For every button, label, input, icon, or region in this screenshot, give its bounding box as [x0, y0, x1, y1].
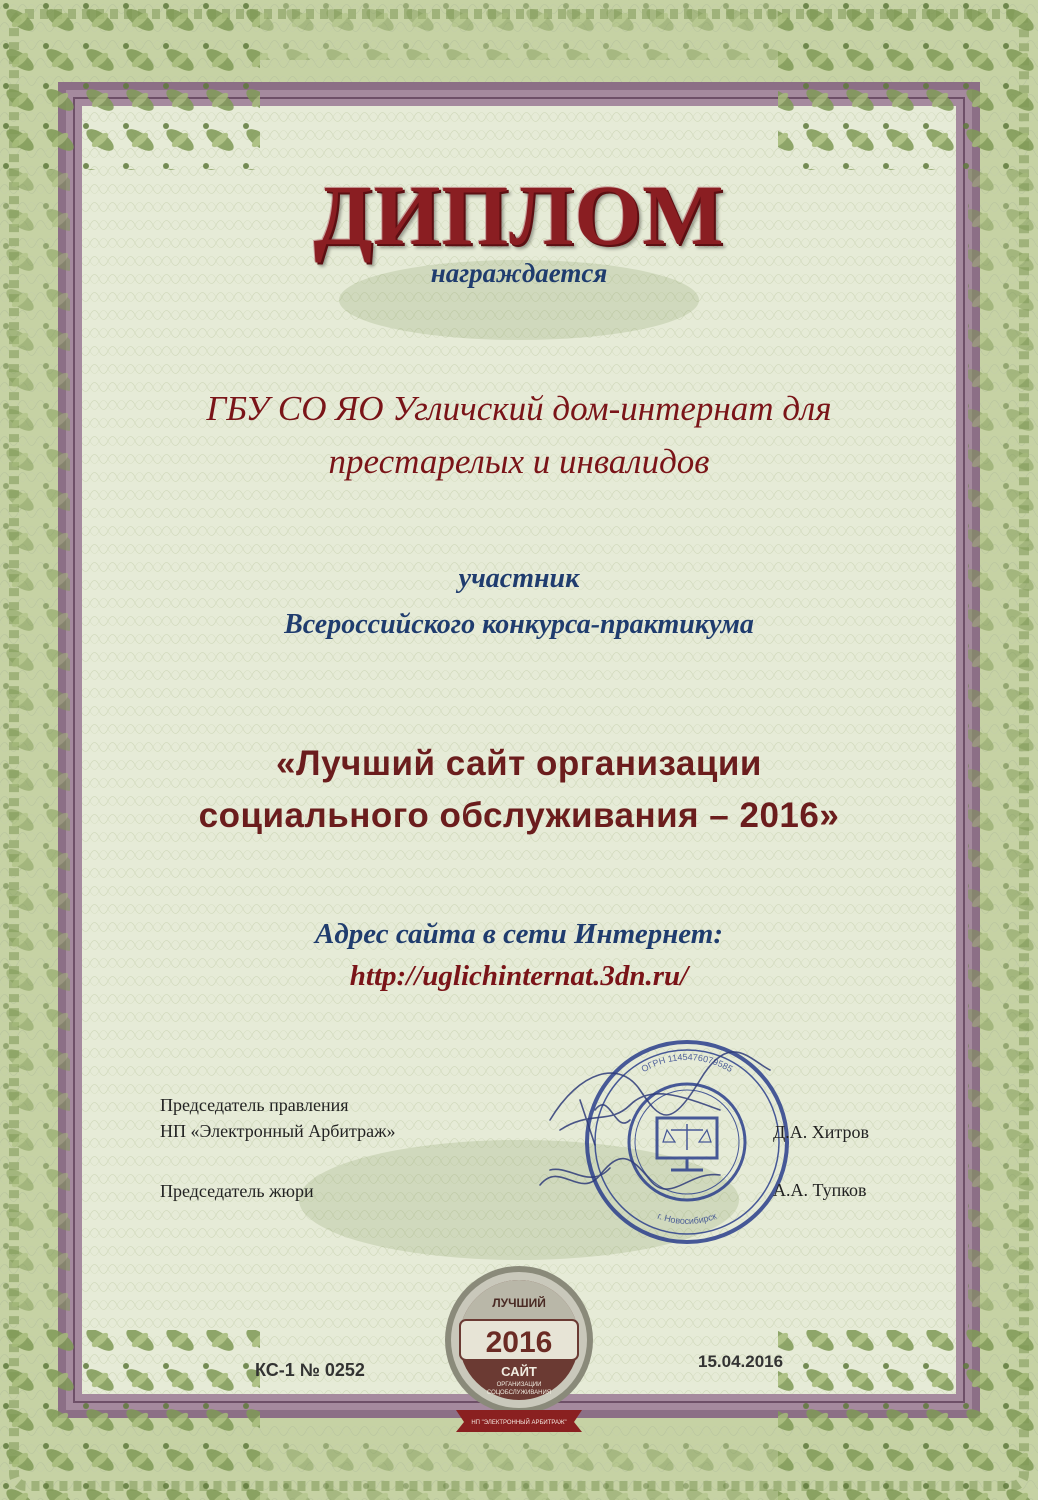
- seal-region-text: г. Новосибирск: [656, 1210, 718, 1226]
- recipient-line-2: престарелых и инвалидов: [328, 442, 710, 481]
- best-site-2016-emblem: [438, 1262, 600, 1434]
- emblem-top-text: ЛУЧШИЙ: [492, 1296, 546, 1310]
- emblem-sub-2: СОЦОБСЛУЖИВАНИЯ: [486, 1390, 552, 1396]
- certificate-number: КС-1 № 0252: [255, 1360, 365, 1380]
- emblem-year: 2016: [485, 1326, 553, 1359]
- chair-board-name: Д.А. Хитров: [773, 1122, 869, 1142]
- participant-role: [0, 556, 1038, 648]
- role-line-2: Всероссийского конкурса-практикума: [284, 609, 754, 640]
- chair-jury-name: А.А. Тупков: [773, 1180, 867, 1200]
- contest-line-2: социального обслуживания – 2016»: [198, 796, 840, 835]
- recipient-line-1: ГБУ СО ЯО Угличский дом-интернат для: [206, 389, 832, 428]
- contest-line-1: «Лучший сайт организации: [276, 744, 762, 783]
- awarded-text: награждается: [430, 258, 608, 288]
- contest-name: [0, 738, 1038, 842]
- role-line-1: участник: [458, 563, 580, 594]
- chair-board-line-2: НП «Электронный Арбитраж»: [160, 1121, 396, 1141]
- handwritten-signatures: [520, 1050, 780, 1210]
- site-url: http://uglichinternat.3dn.ru/: [349, 960, 689, 992]
- svg-text:г. Новосибирск: [656, 1211, 718, 1226]
- site-address-label: Адрес сайта в сети Интернет:: [314, 918, 724, 950]
- emblem-site-word: САЙТ: [501, 1364, 537, 1379]
- emblem-ribbon-text: НП "ЭЛЕКТРОННЫЙ АРБИТРАЖ": [471, 1420, 567, 1426]
- chair-jury-title: Председатель жюри: [160, 1181, 314, 1201]
- certificate-date: 15.04.2016: [698, 1352, 784, 1371]
- emblem-sub-1: ОРГАНИЗАЦИИ: [496, 1382, 542, 1388]
- recipient-name: [110, 382, 928, 488]
- chair-board-line-1: Председатель правления: [160, 1095, 349, 1115]
- seal-ogrn-text: ОГРН 1145476079585: [639, 1051, 735, 1075]
- chair-board-title: [160, 1092, 396, 1144]
- diploma-title: ДИПЛОМ: [313, 167, 725, 263]
